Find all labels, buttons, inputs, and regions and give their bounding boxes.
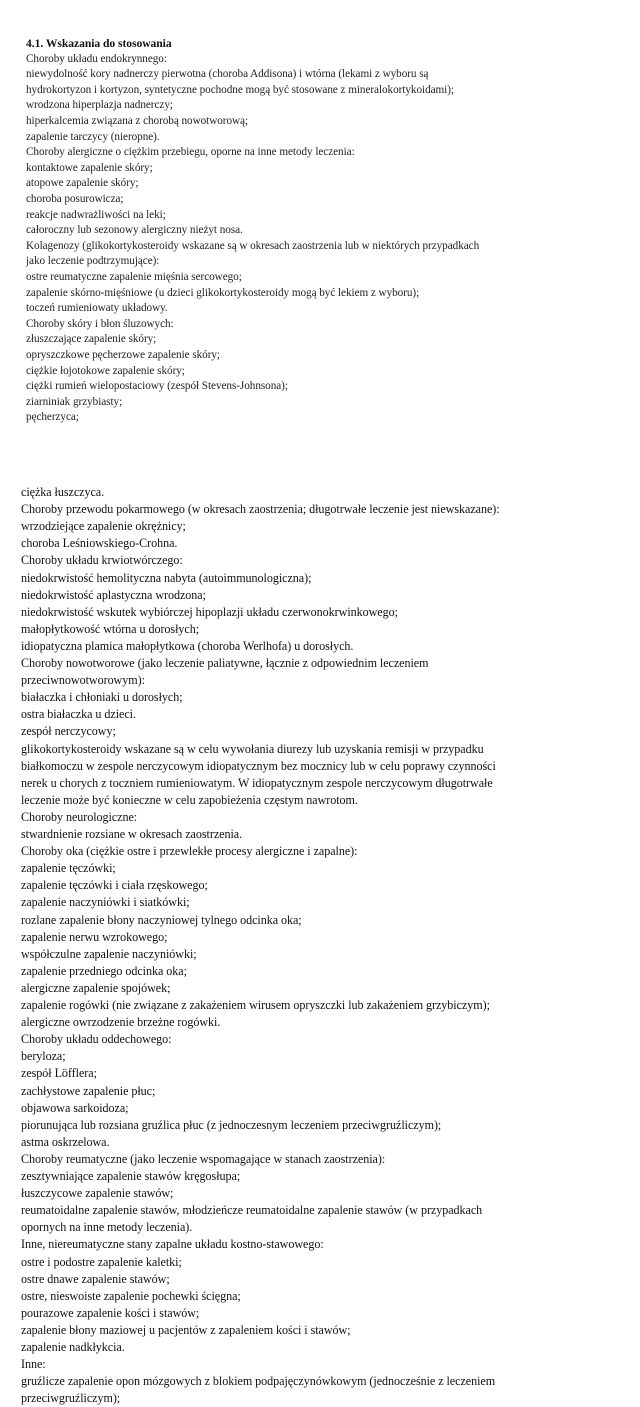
text-line: hydrokortyzon i kortyzon, syntetyczne pochodne mogą być stosowane z mineralokortykoidami);	[26, 83, 454, 96]
text-line: niedokrwistość hemolityczna nabyta (autoimmunologiczna);	[21, 570, 312, 585]
text-line: zapalenie skórno-mięśniowe (u dzieci glikokortykosteroidy mogą być lekiem z wyboru);	[26, 286, 420, 299]
text-line: ciężki rumień wielopostaciowy (zespół Stevens-Johnsona);	[26, 380, 288, 393]
text-line: kontaktowe zapalenie skóry;	[26, 161, 153, 174]
text-line: hiperkalcemia związana z chorobą nowotworową;	[26, 115, 249, 127]
text-line: małopłytkowość wtórna u dorosłych;	[21, 621, 200, 636]
text-line: zapalenie tęczówki i ciała rzęskowego;	[21, 878, 208, 893]
text-line: ostre, nieswoiste zapalenie pochewki ścięgna;	[21, 1288, 241, 1303]
text-line: zespół Löfflera;	[21, 1066, 97, 1081]
text-line: Choroby układu oddechowego:	[21, 1032, 172, 1047]
text-line: zapalenie tęczówki;	[21, 861, 116, 876]
text-line: idiopatyczna plamica małopłytkowa (choroba Werlhofa) u dorosłych.	[21, 638, 354, 653]
text-line: Choroby neurologiczne:	[21, 809, 138, 824]
text-line: glikokortykosteroidy wskazane są w celu wywołania diurezy lub uzyskania remisji w przypadku	[21, 741, 484, 756]
text-line: wrzodziejące zapalenie okrężnicy;	[21, 519, 186, 534]
text-line: Choroby oka (ciężkie ostre i przewlekłe procesy alergiczne i zapalne):	[21, 844, 358, 859]
text-line: reumatoidalne zapalenie stawów, młodzieńcze reumatoidalne zapalenie stawów (w przypadkach	[21, 1203, 483, 1218]
text-line: alergiczne owrzodzenie brzeżne rogówki.	[21, 1015, 221, 1030]
text-line: białkomoczu w zespole nerczycowym idiopatycznym bez mocznicy lub w celu poprawy czynności	[21, 758, 496, 773]
text-line: zapalenie nadkłykcia.	[21, 1340, 125, 1354]
text-line: zapalenie nerwu wzrokowego;	[21, 929, 168, 944]
text-line: całoroczny lub sezonowy alergiczny nieżyt nosa.	[26, 224, 243, 237]
text-line: stwardnienie rozsiane w okresach zaostrzenia.	[21, 827, 243, 841]
text-line: ostra białaczka u dzieci.	[21, 707, 136, 722]
text-line: toczeń rumieniowaty układowy.	[26, 302, 168, 315]
text-line: niedokrwistość aplastyczna wrodzona;	[21, 587, 206, 602]
text-line: zespół nerczycowy;	[21, 724, 116, 739]
text-line: białaczka i chłoniaki u dorosłych;	[21, 690, 183, 705]
text-line: zapalenie błony maziowej u pacjentów z zapaleniem kości i stawów;	[21, 1322, 351, 1337]
text-line: nerek u chorych z toczniem rumieniowatym. W idiopatycznym zespole nerczycowym długotrwałe	[21, 775, 493, 790]
text-line: choroba posurowicza;	[26, 193, 124, 205]
text-line: wrodzona hiperplazja nadnerczy;	[26, 99, 173, 112]
text-line: opornych na inne metody leczenia).	[21, 1220, 193, 1235]
text-line: Choroby przewodu pokarmowego (w okresach zaostrzenia; długotrwałe leczenie jest niewskazane):	[21, 502, 500, 517]
text-line: współczulne zapalenie naczyniówki;	[21, 946, 197, 961]
text-line: atopowe zapalenie skóry;	[26, 177, 139, 190]
section-heading: 4.1. Wskazania do stosowania	[26, 37, 172, 50]
text-line: reakcje nadwrażliwości na leki;	[26, 208, 166, 221]
text-line: zapalenie naczyniówki i siatkówki;	[21, 895, 190, 910]
text-line: Choroby układu krwiotwórczego:	[21, 553, 183, 568]
text-line: Choroby układu endokrynnego:	[26, 52, 167, 65]
text-line: Choroby nowotworowe (jako leczenie paliatywne, łącznie z odpowiednim leczeniem	[21, 656, 429, 670]
text-line: ostre dnawe zapalenie stawów;	[21, 1271, 170, 1286]
text-line: przeciwnowotworowym):	[21, 673, 145, 688]
text-line: ciężka łuszczyca.	[21, 485, 105, 499]
text-line: przeciwgruźliczym);	[21, 1391, 121, 1406]
text-line: ciężkie łojotokowe zapalenie skóry;	[26, 364, 185, 377]
text-line: leczenie może być konieczne w celu zapobieżenia częstym nawrotom.	[21, 792, 358, 807]
text-line: Inne, niereumatyczne stany zapalne układu kostno-stawowego:	[21, 1237, 324, 1252]
text-line: zesztywniające zapalenie stawów kręgosłupa;	[21, 1169, 241, 1183]
text-line: łuszczycowe zapalenie stawów;	[21, 1186, 174, 1201]
text-line: ostre reumatyczne zapalenie mięśnia sercowego;	[26, 271, 242, 283]
text-line: jako leczenie podtrzymujące):	[26, 255, 160, 268]
text-line: ziarniniak grzybiasty;	[26, 395, 123, 408]
text-line: niedokrwistość wskutek wybiórczej hipoplazji układu czerwonokrwinkowego;	[21, 604, 398, 619]
text-line: Choroby reumatyczne (jako leczenie wspomagające w stanach zaostrzenia):	[21, 1151, 386, 1166]
text-line: beryloza;	[21, 1049, 66, 1064]
text-line: Inne:	[21, 1357, 46, 1372]
text-line: zapalenie przedniego odcinka oka;	[21, 963, 187, 978]
text-line: piorunująca lub rozsiana gruźlica płuc (z jednoczesnym leczeniem przeciwgruźliczym);	[21, 1117, 442, 1132]
text-line: zachłystowe zapalenie płuc;	[21, 1083, 156, 1098]
text-line: niewydolność kory nadnerczy pierwotna (choroba Addisona) i wtórna (lekami z wyboru są	[26, 68, 429, 81]
text-line: rozlane zapalenie błony naczyniowej tylnego odcinka oka;	[21, 912, 302, 927]
text-line: objawowa sarkoidoza;	[21, 1100, 129, 1115]
text-line: zapalenie rogówki (nie związane z zakażeniem wirusem opryszczki lub zakażeniem grzybiczym);	[21, 998, 490, 1012]
text-line: pourazowe zapalenie kości i stawów;	[21, 1305, 200, 1320]
text-line: zapalenie tarczycy (nieropne).	[26, 130, 160, 143]
text-line: ostre i podostre zapalenie kaletki;	[21, 1254, 182, 1269]
text-line: złuszczające zapalenie skóry;	[26, 333, 157, 346]
text-line: gruźlicze zapalenie opon mózgowych z blokiem podpajęczynówkowym (jednocześnie z leczeniem	[21, 1374, 496, 1389]
text-line: choroba Leśniowskiego-Crohna.	[21, 536, 178, 551]
text-line: Choroby skóry i błon śluzowych:	[26, 317, 174, 330]
text-line: Kolagenozy (glikokortykosteroidy wskazane są w okresach zaostrzenia lub w niektórych przypadkach	[26, 239, 480, 252]
text-line: astma oskrzelowa.	[21, 1134, 110, 1149]
text-line: pęcherzyca;	[26, 411, 79, 424]
text-line: Choroby alergiczne o ciężkim przebiegu, oporne na inne metody leczenia:	[26, 146, 355, 159]
text-line: opryszczkowe pęcherzowe zapalenie skóry;	[26, 349, 220, 361]
text-line: alergiczne zapalenie spojówek;	[21, 980, 171, 995]
